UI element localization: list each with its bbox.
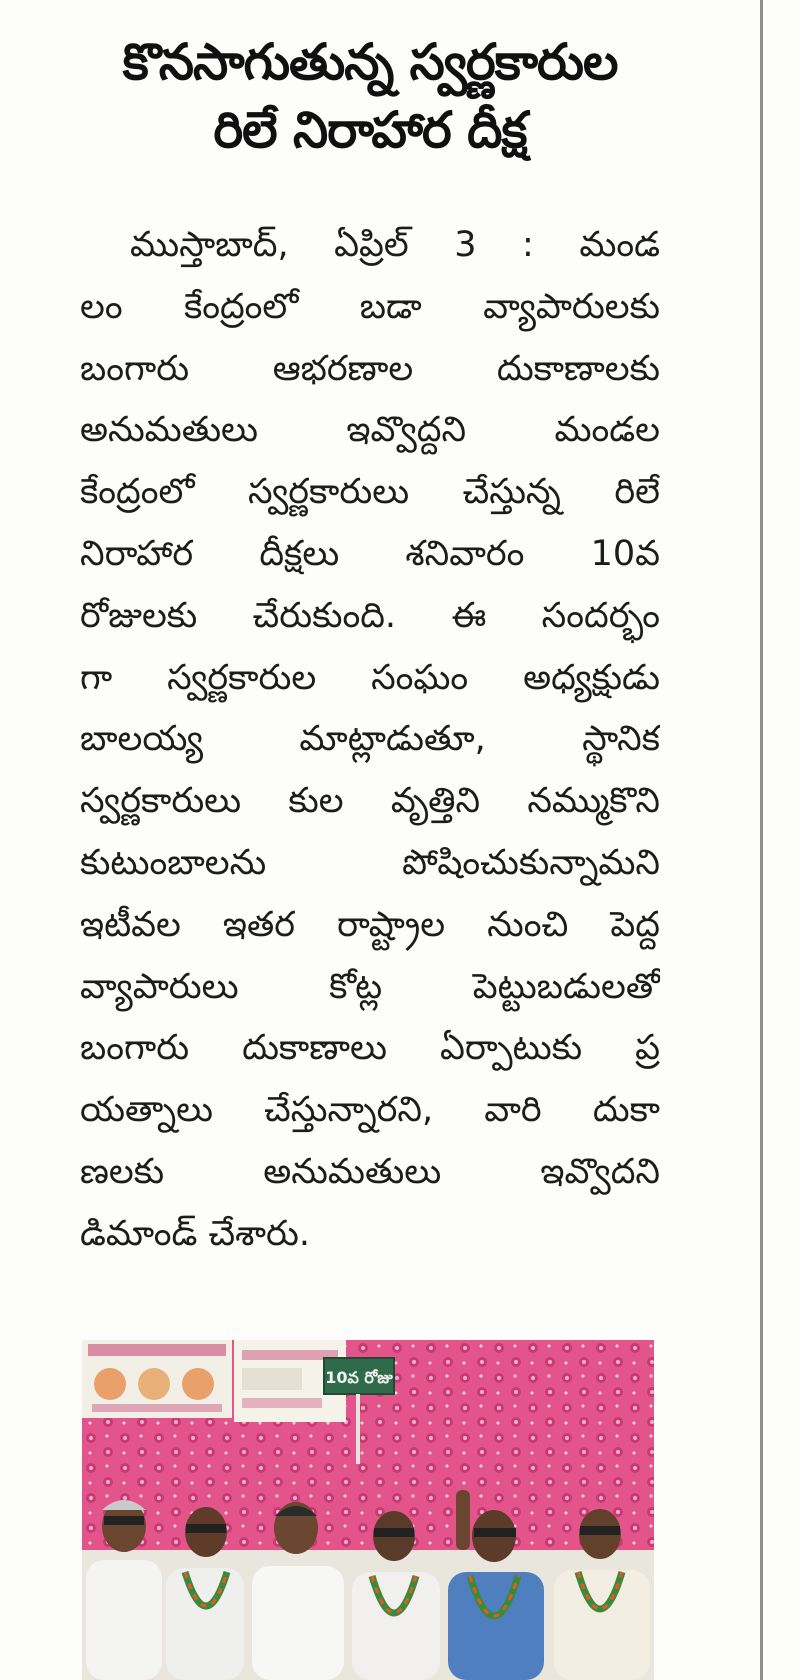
- body-line: బాలయ్య మాట్లాడుతూ, స్థానిక: [80, 719, 660, 760]
- body-line: అనుమతులు ఇవ్వొద్దని మండల: [80, 410, 660, 451]
- body-line: రోజులకు చేరుకుంది. ఈ సందర్భం: [80, 595, 660, 636]
- body-line: బంగారు ఆభరణాల దుకాణాలకు: [80, 348, 660, 389]
- body-line: కేంద్రంలో స్వర్ణకారులు చేస్తున్న రిలే: [80, 472, 660, 513]
- headline-line-1: కొనసాగుతున్న స్వర్ణకారుల: [122, 33, 618, 91]
- body-line: బంగారు దుకాణాలు ఏర్పాటుకు ప్ర: [80, 1028, 660, 1069]
- body-line: లం కేంద్రంలో బడా వ్యాపారులకు: [80, 286, 660, 327]
- protest-photo-illustration: [82, 1340, 654, 1680]
- body-line: ఇటీవల ఇతర రాష్ట్రాల నుంచి పెద్ద: [80, 904, 660, 945]
- column-divider: [760, 0, 763, 1680]
- placard-text: 10వ రోజు: [325, 1368, 393, 1387]
- banner: [82, 1340, 346, 1422]
- body-line: వ్యాపారులు కోట్ల పెట్టుబడులతో: [80, 966, 660, 1007]
- body-line: స్వర్ణకారులు కుల వృత్తిని నమ్ముకొని: [80, 781, 660, 822]
- headline-line-2: రిలే నిరాహార దీక్ష: [213, 101, 527, 159]
- body-line: డిమాండ్ చేశారు.: [80, 1213, 311, 1254]
- body-line: కుటుంబాలను పోషించుకున్నామని: [80, 842, 660, 883]
- body-line: ముస్తాబాద్, ఏప్రిల్ 3 : మండ: [130, 225, 660, 265]
- protest-photo: [82, 1340, 654, 1680]
- body-line: యత్నాలు చేస్తున్నారని, వారి దుకా: [80, 1090, 660, 1131]
- body-line: నిరాహార దీక్షలు శనివారం 10వ: [80, 533, 660, 574]
- body-line: గా స్వర్ణకారుల సంఘం అధ్యక్షుడు: [80, 657, 660, 698]
- article-body: [80, 215, 660, 1266]
- body-line: ణలకు అనుమతులు ఇవ్వొదని: [80, 1151, 660, 1192]
- article-headline: [70, 28, 670, 164]
